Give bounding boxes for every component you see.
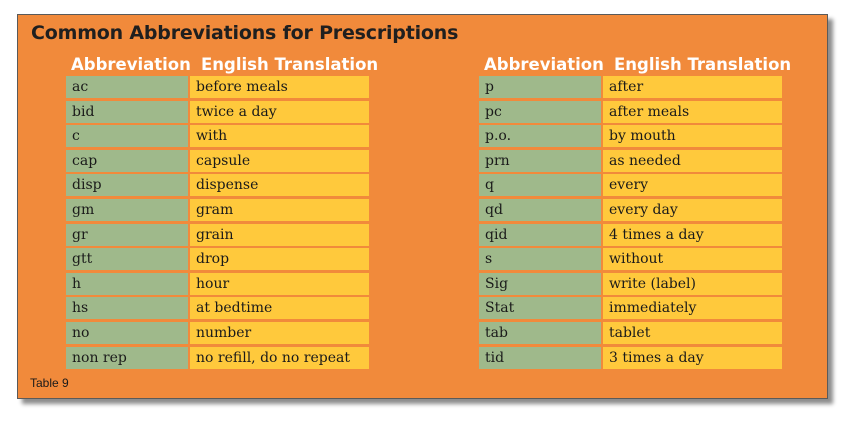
abbreviation-cell: gm (66, 199, 188, 221)
abbreviation-cell: bid (66, 101, 188, 123)
translation-cell: after meals (603, 101, 782, 123)
table-row (479, 101, 791, 123)
header-abbreviation: Abbreviation (71, 54, 191, 74)
translation-cell: without (603, 248, 782, 270)
table-row (479, 76, 791, 98)
abbreviation-cell: disp (66, 174, 188, 196)
table-row (66, 322, 378, 344)
table-header (66, 52, 378, 76)
abbreviation-cell: s (479, 248, 601, 270)
translation-cell: dispense (190, 174, 369, 196)
abbreviations-table-left (66, 52, 378, 371)
table-row (479, 297, 791, 319)
table-row (66, 248, 378, 270)
table-row (66, 174, 378, 196)
translation-cell: as needed (603, 150, 782, 172)
abbreviation-cell: p.o. (479, 125, 601, 147)
translation-cell: write (label) (603, 273, 782, 295)
table-body (66, 76, 378, 369)
table-header (479, 52, 791, 76)
table-caption: Table 9 (30, 376, 69, 390)
translation-cell: gram (190, 199, 369, 221)
translation-cell: every (603, 174, 782, 196)
translation-cell: 3 times a day (603, 347, 782, 369)
header-abbreviation: Abbreviation (484, 54, 604, 74)
table-row (479, 347, 791, 369)
translation-cell: every day (603, 199, 782, 221)
abbreviation-cell: hs (66, 297, 188, 319)
abbreviation-cell: Sig (479, 273, 601, 295)
translation-cell: with (190, 125, 369, 147)
abbreviation-cell: gr (66, 224, 188, 246)
abbreviation-cell: qd (479, 199, 601, 221)
abbreviation-cell: non rep (66, 347, 188, 369)
table-row (66, 273, 378, 295)
table-row (479, 322, 791, 344)
table-row (66, 224, 378, 246)
header-translation: English Translation (614, 54, 792, 74)
table-row (479, 150, 791, 172)
translation-cell: tablet (603, 322, 782, 344)
table-row (479, 125, 791, 147)
abbreviation-cell: h (66, 273, 188, 295)
abbreviation-cell: pc (479, 101, 601, 123)
abbreviation-cell: c (66, 125, 188, 147)
table-row (66, 297, 378, 319)
translation-cell: capsule (190, 150, 369, 172)
abbreviation-cell: cap (66, 150, 188, 172)
abbreviation-cell: qid (479, 224, 601, 246)
translation-cell: number (190, 322, 369, 344)
header-translation: English Translation (201, 54, 379, 74)
abbreviation-cell: ac (66, 76, 188, 98)
abbreviation-cell: no (66, 322, 188, 344)
translation-cell: twice a day (190, 101, 369, 123)
page-title: Common Abbreviations for Prescriptions (31, 22, 459, 44)
table-row (479, 248, 791, 270)
translation-cell: by mouth (603, 125, 782, 147)
abbreviation-cell: p (479, 76, 601, 98)
translation-cell: drop (190, 248, 369, 270)
table-row (66, 101, 378, 123)
table-row (479, 199, 791, 221)
translation-cell: 4 times a day (603, 224, 782, 246)
translation-cell: before meals (190, 76, 369, 98)
table-row (66, 76, 378, 98)
table-row (66, 347, 378, 369)
table-body (479, 76, 791, 369)
abbreviation-cell: prn (479, 150, 601, 172)
table-row (66, 199, 378, 221)
table-row (479, 273, 791, 295)
abbreviation-cell: tab (479, 322, 601, 344)
table-row (479, 174, 791, 196)
translation-cell: hour (190, 273, 369, 295)
table-row (479, 224, 791, 246)
abbreviation-cell: Stat (479, 297, 601, 319)
abbreviation-cell: gtt (66, 248, 188, 270)
translation-cell: grain (190, 224, 369, 246)
abbreviations-table-right (479, 52, 791, 371)
abbreviation-cell: q (479, 174, 601, 196)
translation-cell: after (603, 76, 782, 98)
abbreviation-cell: tid (479, 347, 601, 369)
abbreviations-card (17, 14, 828, 399)
translation-cell: immediately (603, 297, 782, 319)
translation-cell: no refill, do no repeat (190, 347, 369, 369)
translation-cell: at bedtime (190, 297, 369, 319)
table-row (66, 150, 378, 172)
table-row (66, 125, 378, 147)
